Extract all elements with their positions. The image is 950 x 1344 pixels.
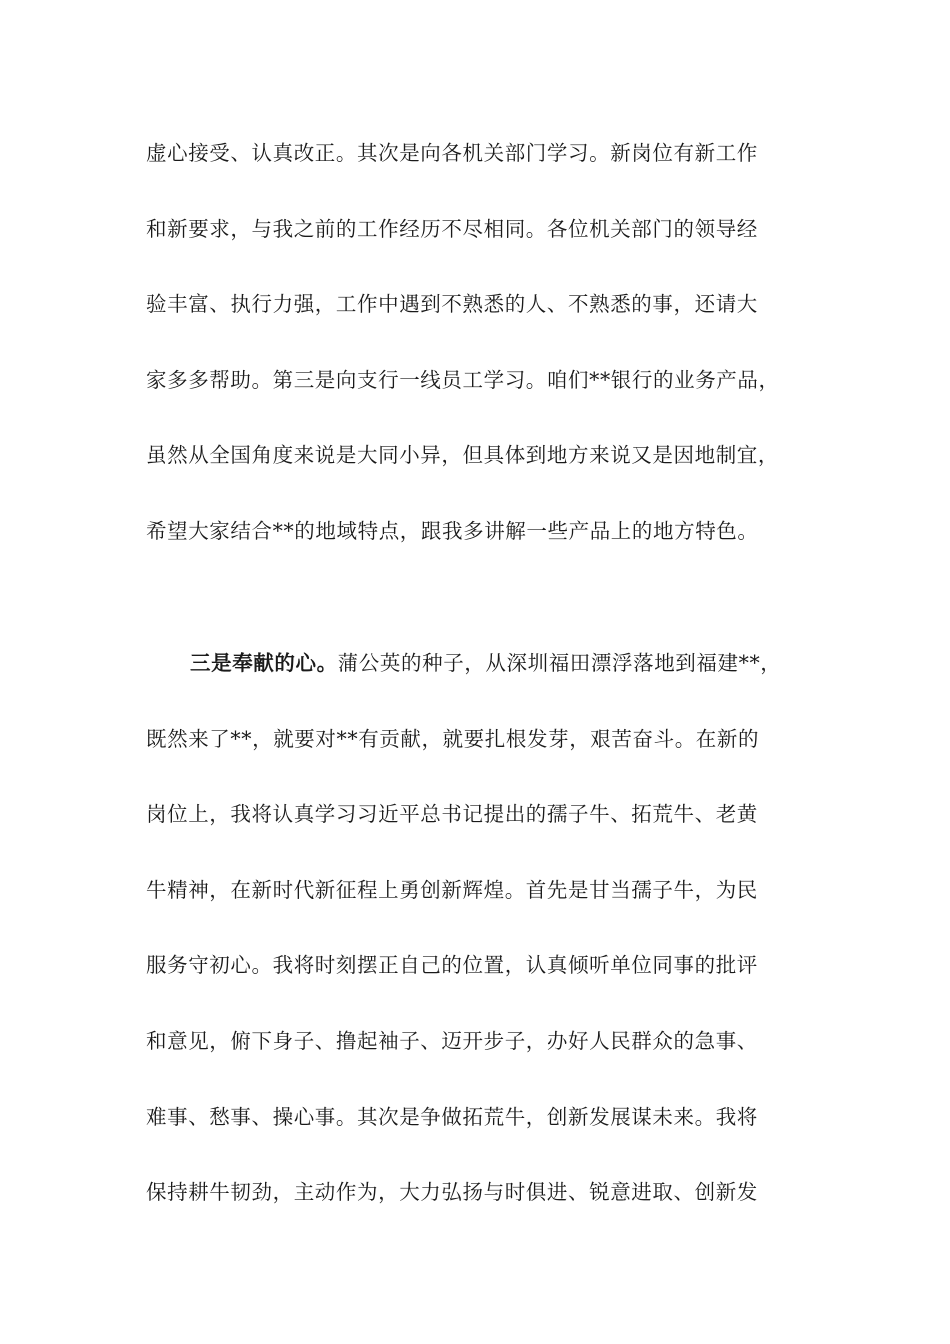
paragraph-2 [146,626,806,1231]
paragraph-line: 希望大家结合**的地域特点，跟我多讲解一些产品上的地方特色。 [146,518,759,543]
paragraph-line: 和新要求，与我之前的工作经历不尽相同。各位机关部门的领导经 [146,216,758,241]
paragraph-line: 难事、愁事、操心事。其次是争做拓荒牛，创新发展谋未来。我将 [146,1104,758,1129]
paragraph-line: 家多多帮助。第三是向支行一线员工学习。咱们**银行的业务产品， [146,367,780,392]
paragraph-line: 牛精神，在新时代新征程上勇创新辉煌。首先是甘当孺子牛，为民 [146,877,758,902]
paragraph-line: 验丰富、执行力强，工作中遇到不熟悉的人、不熟悉的事，还请大 [146,292,758,317]
paragraph-line: 和意见，俯下身子、撸起袖子、迈开步子，办好人民群众的急事、 [146,1028,758,1053]
section-heading: 三是奉献的心。 [190,651,338,675]
paragraph-line: 服务守初心。我将时刻摆正自己的位置，认真倾听单位同事的批评 [146,953,758,978]
paragraph-line: 保持耕牛韧劲，主动作为，大力弘扬与时俱进、锐意进取、创新发 [146,1180,758,1205]
paragraph-line: 虚心接受、认真改正。其次是向各机关部门学习。新岗位有新工作 [146,141,758,165]
paragraph-line: 岗位上，我将认真学习习近平总书记提出的孺子牛、拓荒牛、老黄 [146,802,758,827]
paragraph-line: 虽然从全国角度来说是大同小异，但具体到地方来说又是因地制宜， [146,443,779,468]
paragraph-line-text: 蒲公英的种子，从深圳福田漂浮落地到福建**， [337,651,782,675]
paragraph-first-line [146,626,806,702]
paragraph-1 [146,116,806,570]
paragraph-line: 既然来了**，就要对**有贡献，就要扎根发芽，艰苦奋斗。在新的 [146,726,760,751]
